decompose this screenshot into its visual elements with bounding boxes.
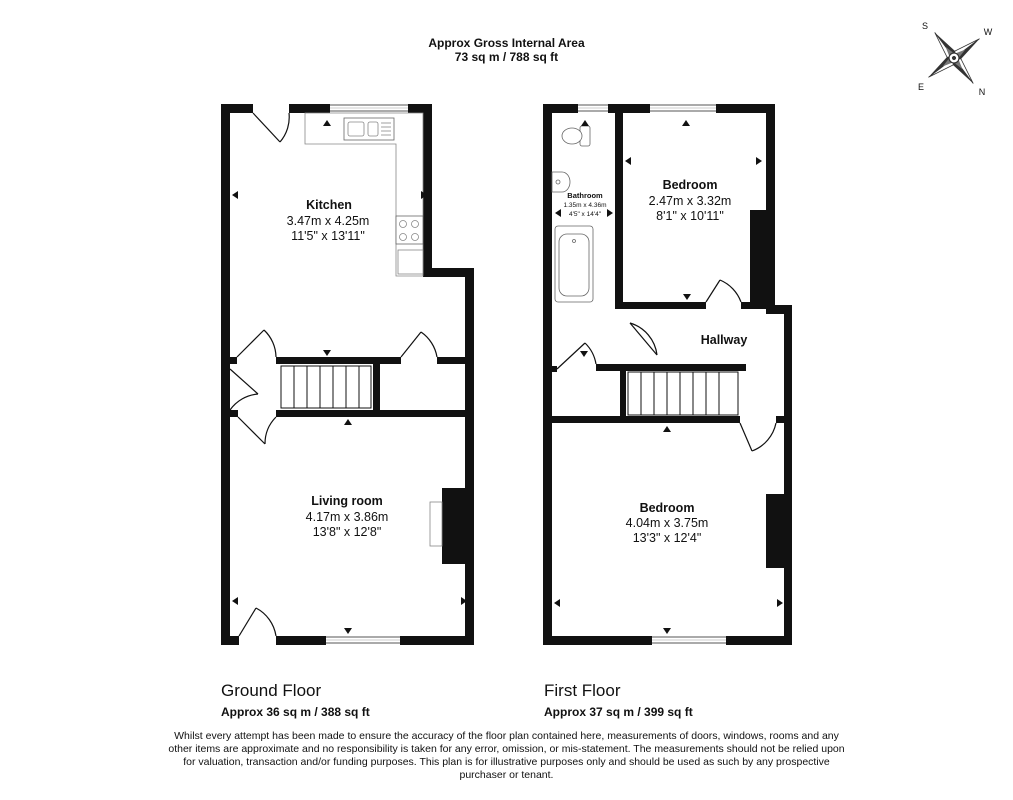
bedroom-2-imperial: 13'3" x 12'4"	[632, 531, 702, 545]
bedroom-2-label: Bedroom	[639, 501, 695, 515]
compass-rose-icon	[909, 13, 999, 103]
first-floor-plan	[543, 103, 792, 645]
bathtub-icon	[555, 226, 593, 302]
basin-icon	[552, 172, 570, 192]
ground-staircase	[281, 366, 371, 408]
ground-window-top	[330, 103, 408, 113]
ground-floor-area: Approx 36 sq m / 388 sq ft	[221, 705, 370, 719]
first-window-bottom	[652, 635, 726, 645]
ground-floor-plan	[221, 103, 474, 645]
compass-letter-e: E	[917, 82, 925, 92]
sink-icon	[344, 118, 394, 140]
first-staircase	[628, 372, 738, 415]
bedroom-2-metric: 4.04m x 3.75m	[625, 516, 709, 530]
toilet-icon	[562, 126, 590, 146]
bedroom-1-imperial: 8'1" x 10'11"	[656, 209, 724, 223]
compass-letter-s: S	[921, 21, 929, 31]
ground-floor-title: Ground Floor	[221, 681, 322, 700]
living-room-metric: 4.17m x 3.86m	[305, 510, 389, 524]
bathroom-metric: 1.35m x 4.36m	[563, 202, 607, 209]
fireplace-hearth	[430, 502, 442, 546]
first-floor-title: First Floor	[544, 681, 621, 700]
hob-icon	[396, 216, 423, 244]
hallway-label: Hallway	[700, 333, 748, 347]
gross-area-title: Approx Gross Internal Area	[428, 36, 585, 50]
first-window-top-right	[650, 103, 716, 113]
bedroom-1-label: Bedroom	[662, 178, 718, 192]
compass-letter-w: W	[983, 27, 993, 37]
first-window-top-left	[578, 103, 608, 113]
kitchen-label: Kitchen	[306, 198, 352, 212]
living-room-label: Living room	[311, 494, 383, 508]
bathroom-label: Bathroom	[567, 191, 603, 200]
disclaimer-text: Whilst every attempt has been made to ensure the accuracy of the floor plan contained here, measurements of doors, windows, rooms and any other items are approximate and no responsibility is taken for any error, omission, or mis-statement. The measurements should not be relied upon for valuation, transaction and/or funding purposes. This plan is for illustrative purposes only and should be used as such by any prospective purchaser or tenant.	[168, 730, 845, 781]
gross-area-value: 73 sq m / 788 sq ft	[454, 50, 559, 64]
ground-window-bottom	[326, 635, 400, 645]
kitchen-imperial: 11'5" x 13'11"	[291, 229, 365, 243]
kitchen-metric: 3.47m x 4.25m	[286, 214, 370, 228]
first-floor-area: Approx 37 sq m / 399 sq ft	[544, 705, 693, 719]
kitchen-units	[305, 113, 423, 276]
living-room-imperial: 13'8" x 12'8"	[312, 525, 382, 539]
compass-letter-n: N	[978, 87, 986, 97]
bathroom-imperial: 4'5" x 14'4"	[568, 211, 602, 218]
bedroom-1-metric: 2.47m x 3.32m	[648, 194, 732, 208]
